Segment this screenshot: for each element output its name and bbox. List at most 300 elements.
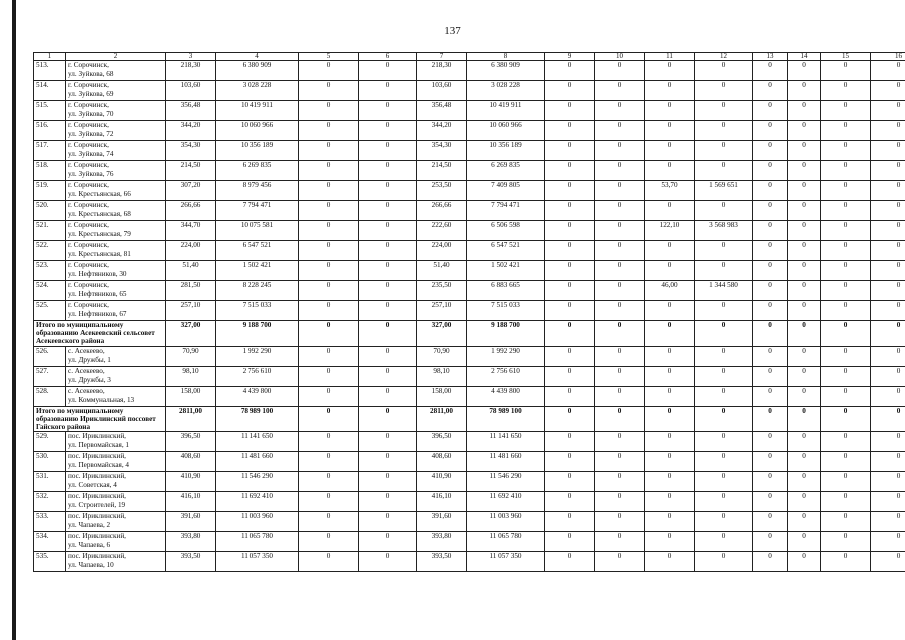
address-cell: [66, 201, 166, 221]
value-cell-col-4: 11 546 290: [216, 472, 299, 492]
address-street: ул. Зуйкова, 70: [68, 110, 114, 118]
address-locality: пос. Ириклинский,: [68, 452, 126, 461]
value-cell-col-10: 0: [595, 121, 645, 141]
value-cell-col-16: 0: [871, 81, 905, 101]
address-locality: г. Сорочинск,: [68, 161, 109, 169]
value-cell-col-10: 0: [595, 81, 645, 101]
subtotal-row: [34, 321, 905, 347]
row-number: 516.: [34, 121, 66, 141]
value-cell-col-16: 0: [871, 281, 905, 301]
value-cell-col-7: 98,10: [417, 366, 467, 386]
value-cell-col-16: 0: [871, 301, 905, 321]
value-cell-col-15: 0: [821, 261, 871, 281]
value-cell-col-14: 0: [788, 492, 821, 512]
address-street: ул. Дружбы, 3: [68, 375, 111, 384]
value-cell-col-11: 0: [645, 241, 695, 261]
value-cell-col-11: 122,10: [645, 221, 695, 241]
value-cell-col-4: 11 481 660: [216, 452, 299, 472]
value-cell-col-4: 4 439 800: [216, 386, 299, 406]
value-cell-col-14: 0: [788, 532, 821, 552]
value-cell-col-6: 0: [359, 221, 417, 241]
address-street: ул. Нефтяников, 30: [68, 270, 127, 278]
value-cell-col-3: 98,10: [166, 366, 216, 386]
value-cell-col-8: 6 380 909: [467, 61, 545, 81]
value-cell-col-12: 0: [695, 432, 753, 452]
value-cell-col-3: 266,66: [166, 201, 216, 221]
address-street: ул. Чапаева, 2: [68, 521, 111, 530]
address-street: ул. Крестьянская, 68: [68, 210, 131, 218]
column-header-13: 13: [753, 53, 788, 61]
value-cell-col-6: 0: [359, 321, 417, 347]
value-cell-col-12: 1 344 580: [695, 281, 753, 301]
address-locality: г. Сорочинск,: [68, 141, 109, 149]
address-locality: г. Сорочинск,: [68, 241, 109, 249]
value-cell-col-4: 8 228 245: [216, 281, 299, 301]
value-cell-col-9: 0: [545, 386, 595, 406]
value-cell-col-14: 0: [788, 386, 821, 406]
value-cell-col-8: 6 506 598: [467, 221, 545, 241]
value-cell-col-9: 0: [545, 181, 595, 201]
address-locality: г. Сорочинск,: [68, 201, 109, 209]
table-row: [34, 532, 905, 552]
value-cell-col-4: 7 515 033: [216, 301, 299, 321]
value-cell-col-4: 11 692 410: [216, 492, 299, 512]
value-cell-col-4: 11 141 650: [216, 432, 299, 452]
value-cell-col-13: 0: [753, 61, 788, 81]
table-row: [34, 512, 905, 532]
address-street: ул. Крестьянская, 81: [68, 250, 131, 258]
table-row: [34, 81, 905, 101]
value-cell-col-8: 3 028 228: [467, 81, 545, 101]
value-cell-col-7: 408,60: [417, 452, 467, 472]
row-number: 534.: [34, 532, 66, 552]
value-cell-col-12: 0: [695, 81, 753, 101]
value-cell-col-8: 10 060 966: [467, 121, 545, 141]
value-cell-col-3: 327,00: [166, 321, 216, 347]
value-cell-col-5: 0: [299, 452, 359, 472]
value-cell-col-15: 0: [821, 321, 871, 347]
address-locality: г. Сорочинск,: [68, 101, 109, 109]
value-cell-col-6: 0: [359, 346, 417, 366]
value-cell-col-15: 0: [821, 141, 871, 161]
address-cell: [66, 181, 166, 201]
value-cell-col-15: 0: [821, 552, 871, 572]
value-cell-col-15: 0: [821, 201, 871, 221]
value-cell-col-6: 0: [359, 472, 417, 492]
value-cell-col-5: 0: [299, 121, 359, 141]
address-cell: [66, 346, 166, 366]
value-cell-col-10: 0: [595, 472, 645, 492]
value-cell-col-9: 0: [545, 532, 595, 552]
value-cell-col-11: 0: [645, 532, 695, 552]
value-cell-col-5: 0: [299, 201, 359, 221]
value-cell-col-12: 0: [695, 512, 753, 532]
value-cell-col-12: 0: [695, 366, 753, 386]
value-cell-col-12: 0: [695, 301, 753, 321]
address-cell: [66, 81, 166, 101]
value-cell-col-11: 0: [645, 61, 695, 81]
value-cell-col-3: 158,00: [166, 386, 216, 406]
column-header-11: 11: [645, 53, 695, 61]
value-cell-col-15: 0: [821, 181, 871, 201]
value-cell-col-5: 0: [299, 101, 359, 121]
value-cell-col-9: 0: [545, 261, 595, 281]
value-cell-col-6: 0: [359, 161, 417, 181]
value-cell-col-3: 410,90: [166, 472, 216, 492]
address-locality: г. Сорочинск,: [68, 261, 109, 269]
value-cell-col-3: 307,20: [166, 181, 216, 201]
value-cell-col-4: 10 060 966: [216, 121, 299, 141]
value-cell-col-14: 0: [788, 406, 821, 432]
address-street: ул. Дружбы, 1: [68, 355, 111, 364]
value-cell-col-14: 0: [788, 452, 821, 472]
value-cell-col-13: 0: [753, 492, 788, 512]
value-cell-col-6: 0: [359, 201, 417, 221]
value-cell-col-6: 0: [359, 512, 417, 532]
address-locality: пос. Ириклинский,: [68, 492, 126, 501]
value-cell-col-9: 0: [545, 346, 595, 366]
table-row: [34, 552, 905, 572]
value-cell-col-16: 0: [871, 532, 905, 552]
address-cell: [66, 261, 166, 281]
row-number: 527.: [34, 366, 66, 386]
value-cell-col-5: 0: [299, 432, 359, 452]
value-cell-col-6: 0: [359, 386, 417, 406]
value-cell-col-11: 46,00: [645, 281, 695, 301]
value-cell-col-6: 0: [359, 406, 417, 432]
value-cell-col-12: 0: [695, 552, 753, 572]
value-cell-col-8: 4 439 800: [467, 386, 545, 406]
address-street: ул. Зуйкова, 72: [68, 130, 114, 138]
value-cell-col-13: 0: [753, 432, 788, 452]
row-number: 521.: [34, 221, 66, 241]
value-cell-col-9: 0: [545, 101, 595, 121]
value-cell-col-11: 0: [645, 301, 695, 321]
address-locality: с. Асекеево,: [68, 386, 105, 395]
address-locality: с. Асекеево,: [68, 366, 105, 375]
value-cell-col-7: 396,50: [417, 432, 467, 452]
value-cell-col-16: 0: [871, 201, 905, 221]
value-cell-col-11: 0: [645, 366, 695, 386]
table-row: [34, 221, 905, 241]
value-cell-col-12: 0: [695, 241, 753, 261]
value-cell-col-13: 0: [753, 552, 788, 572]
table-body: [34, 61, 905, 572]
value-cell-col-4: 10 419 911: [216, 101, 299, 121]
row-number: 513.: [34, 61, 66, 81]
value-cell-col-3: 356,48: [166, 101, 216, 121]
value-cell-col-11: 0: [645, 552, 695, 572]
value-cell-col-14: 0: [788, 301, 821, 321]
column-header-14: 14: [788, 53, 821, 61]
value-cell-col-9: 0: [545, 201, 595, 221]
value-cell-col-11: 0: [645, 141, 695, 161]
table-row: [34, 366, 905, 386]
address-street: ул. Зуйкова, 68: [68, 70, 114, 78]
value-cell-col-16: 0: [871, 406, 905, 432]
value-cell-col-4: 11 065 780: [216, 532, 299, 552]
value-cell-col-11: 0: [645, 432, 695, 452]
value-cell-col-11: 0: [645, 161, 695, 181]
value-cell-col-3: 391,60: [166, 512, 216, 532]
address-street: ул. Советская, 4: [68, 481, 117, 490]
value-cell-col-10: 0: [595, 141, 645, 161]
subtotal-label: Итого по муниципальному образованию Ириклинский поссовет Гайского района: [34, 406, 166, 432]
value-cell-col-10: 0: [595, 432, 645, 452]
value-cell-col-7: 416,10: [417, 492, 467, 512]
value-cell-col-4: 9 188 700: [216, 321, 299, 347]
value-cell-col-14: 0: [788, 261, 821, 281]
column-header-4: 4: [216, 53, 299, 61]
value-cell-col-7: 158,00: [417, 386, 467, 406]
value-cell-col-6: 0: [359, 181, 417, 201]
address-street: ул. Зуйкова, 74: [68, 150, 114, 158]
value-cell-col-12: 0: [695, 201, 753, 221]
value-cell-col-4: 78 989 100: [216, 406, 299, 432]
address-cell: [66, 221, 166, 241]
address-cell: [66, 532, 166, 552]
row-number: 519.: [34, 181, 66, 201]
value-cell-col-10: 0: [595, 406, 645, 432]
value-cell-col-8: 11 481 660: [467, 452, 545, 472]
value-cell-col-16: 0: [871, 386, 905, 406]
value-cell-col-7: 2811,00: [417, 406, 467, 432]
address-cell: [66, 452, 166, 472]
address-locality: г. Сорочинск,: [68, 61, 109, 69]
value-cell-col-13: 0: [753, 472, 788, 492]
table-row: [34, 161, 905, 181]
value-cell-col-9: 0: [545, 301, 595, 321]
value-cell-col-4: 1 502 421: [216, 261, 299, 281]
value-cell-col-14: 0: [788, 366, 821, 386]
value-cell-col-10: 0: [595, 321, 645, 347]
address-street: ул. Первомайская, 1: [68, 441, 130, 450]
address-locality: г. Сорочинск,: [68, 281, 109, 289]
value-cell-col-16: 0: [871, 101, 905, 121]
value-cell-col-6: 0: [359, 552, 417, 572]
value-cell-col-4: 10 356 189: [216, 141, 299, 161]
value-cell-col-4: 6 380 909: [216, 61, 299, 81]
value-cell-col-15: 0: [821, 366, 871, 386]
value-cell-col-5: 0: [299, 321, 359, 347]
value-cell-col-14: 0: [788, 161, 821, 181]
subtotal-label: Итого по муниципальному образованию Асекеевский сельсовет Асекеевского района: [34, 321, 166, 347]
value-cell-col-12: 0: [695, 492, 753, 512]
value-cell-col-13: 0: [753, 452, 788, 472]
row-number: 533.: [34, 512, 66, 532]
value-cell-col-16: 0: [871, 121, 905, 141]
value-cell-col-5: 0: [299, 281, 359, 301]
value-cell-col-11: 0: [645, 406, 695, 432]
value-cell-col-11: 0: [645, 472, 695, 492]
value-cell-col-14: 0: [788, 221, 821, 241]
value-cell-col-13: 0: [753, 512, 788, 532]
table-row: [34, 281, 905, 301]
value-cell-col-5: 0: [299, 552, 359, 572]
page-left-binding-bar: [12, 0, 16, 640]
address-street: ул. Первомайская, 4: [68, 461, 130, 470]
value-cell-col-10: 0: [595, 61, 645, 81]
address-locality: г. Сорочинск,: [68, 81, 109, 89]
address-locality: пос. Ириклинский,: [68, 512, 126, 521]
address-cell: [66, 121, 166, 141]
value-cell-col-13: 0: [753, 406, 788, 432]
value-cell-col-11: 0: [645, 81, 695, 101]
value-cell-col-7: 393,50: [417, 552, 467, 572]
value-cell-col-8: 6 269 835: [467, 161, 545, 181]
column-header-9: 9: [545, 53, 595, 61]
value-cell-col-11: 0: [645, 492, 695, 512]
value-cell-col-11: 0: [645, 452, 695, 472]
value-cell-col-6: 0: [359, 492, 417, 512]
address-cell: [66, 61, 166, 81]
page-number: 137: [444, 25, 461, 37]
value-cell-col-5: 0: [299, 532, 359, 552]
value-cell-col-9: 0: [545, 406, 595, 432]
value-cell-col-13: 0: [753, 321, 788, 347]
table-row: [34, 301, 905, 321]
value-cell-col-11: 0: [645, 201, 695, 221]
value-cell-col-10: 0: [595, 201, 645, 221]
value-cell-col-14: 0: [788, 321, 821, 347]
table-row: [34, 241, 905, 261]
value-cell-col-12: 1 569 651: [695, 181, 753, 201]
table-row: [34, 181, 905, 201]
value-cell-col-16: 0: [871, 61, 905, 81]
value-cell-col-10: 0: [595, 552, 645, 572]
address-locality: пос. Ириклинский,: [68, 472, 126, 481]
value-cell-col-16: 0: [871, 261, 905, 281]
value-cell-col-3: 344,70: [166, 221, 216, 241]
table-row: [34, 101, 905, 121]
row-number: 518.: [34, 161, 66, 181]
value-cell-col-3: 354,30: [166, 141, 216, 161]
value-cell-col-14: 0: [788, 432, 821, 452]
address-cell: [66, 241, 166, 261]
value-cell-col-7: 235,50: [417, 281, 467, 301]
value-cell-col-7: 327,00: [417, 321, 467, 347]
value-cell-col-4: 10 075 581: [216, 221, 299, 241]
value-cell-col-9: 0: [545, 81, 595, 101]
value-cell-col-5: 0: [299, 472, 359, 492]
value-cell-col-13: 0: [753, 281, 788, 301]
value-cell-col-15: 0: [821, 301, 871, 321]
value-cell-col-4: 2 756 610: [216, 366, 299, 386]
address-locality: г. Сорочинск,: [68, 181, 109, 189]
value-cell-col-3: 344,20: [166, 121, 216, 141]
value-cell-col-8: 11 003 960: [467, 512, 545, 532]
value-cell-col-3: 416,10: [166, 492, 216, 512]
row-number: 532.: [34, 492, 66, 512]
value-cell-col-15: 0: [821, 241, 871, 261]
value-cell-col-6: 0: [359, 281, 417, 301]
address-street: ул. Зуйкова, 76: [68, 170, 114, 178]
value-cell-col-16: 0: [871, 141, 905, 161]
value-cell-col-3: 396,50: [166, 432, 216, 452]
address-cell: [66, 492, 166, 512]
value-cell-col-7: 214,50: [417, 161, 467, 181]
value-cell-col-9: 0: [545, 121, 595, 141]
address-locality: г. Сорочинск,: [68, 121, 109, 129]
value-cell-col-9: 0: [545, 552, 595, 572]
value-cell-col-8: 11 692 410: [467, 492, 545, 512]
row-number: 535.: [34, 552, 66, 572]
value-cell-col-8: 10 356 189: [467, 141, 545, 161]
value-cell-col-6: 0: [359, 101, 417, 121]
column-header-2: 2: [66, 53, 166, 61]
value-cell-col-3: 214,50: [166, 161, 216, 181]
address-street: ул. Коммунальная, 13: [68, 395, 135, 404]
value-cell-col-3: 103,60: [166, 81, 216, 101]
value-cell-col-14: 0: [788, 61, 821, 81]
value-cell-col-8: 7 409 805: [467, 181, 545, 201]
table-row: [34, 61, 905, 81]
value-cell-col-6: 0: [359, 301, 417, 321]
value-cell-col-5: 0: [299, 61, 359, 81]
housing-stock-table: [33, 52, 905, 572]
row-number: 523.: [34, 261, 66, 281]
value-cell-col-5: 0: [299, 181, 359, 201]
value-cell-col-6: 0: [359, 241, 417, 261]
column-header-15: 15: [821, 53, 871, 61]
table-row: [34, 201, 905, 221]
value-cell-col-9: 0: [545, 432, 595, 452]
value-cell-col-16: 0: [871, 472, 905, 492]
value-cell-col-7: 224,00: [417, 241, 467, 261]
value-cell-col-12: 0: [695, 261, 753, 281]
value-cell-col-11: 53,70: [645, 181, 695, 201]
table-row: [34, 452, 905, 472]
value-cell-col-13: 0: [753, 261, 788, 281]
value-cell-col-5: 0: [299, 221, 359, 241]
value-cell-col-14: 0: [788, 81, 821, 101]
address-street: ул. Крестьянская, 79: [68, 230, 131, 238]
address-cell: [66, 301, 166, 321]
value-cell-col-5: 0: [299, 492, 359, 512]
column-header-6: 6: [359, 53, 417, 61]
value-cell-col-8: 7 794 471: [467, 201, 545, 221]
value-cell-col-12: 0: [695, 141, 753, 161]
row-number: 524.: [34, 281, 66, 301]
value-cell-col-16: 0: [871, 321, 905, 347]
value-cell-col-8: 11 546 290: [467, 472, 545, 492]
value-cell-col-8: 1 502 421: [467, 261, 545, 281]
address-street: ул. Зуйкова, 69: [68, 90, 114, 98]
value-cell-col-14: 0: [788, 101, 821, 121]
value-cell-col-6: 0: [359, 121, 417, 141]
value-cell-col-12: 0: [695, 386, 753, 406]
value-cell-col-16: 0: [871, 346, 905, 366]
value-cell-col-6: 0: [359, 261, 417, 281]
value-cell-col-8: 78 989 100: [467, 406, 545, 432]
value-cell-col-3: 70,90: [166, 346, 216, 366]
value-cell-col-4: 8 979 456: [216, 181, 299, 201]
value-cell-col-7: 218,30: [417, 61, 467, 81]
value-cell-col-13: 0: [753, 532, 788, 552]
value-cell-col-5: 0: [299, 366, 359, 386]
row-number: 530.: [34, 452, 66, 472]
value-cell-col-7: 51,40: [417, 261, 467, 281]
row-number: 520.: [34, 201, 66, 221]
value-cell-col-12: 3 568 983: [695, 221, 753, 241]
value-cell-col-10: 0: [595, 492, 645, 512]
column-header-8: 8: [467, 53, 545, 61]
address-cell: [66, 512, 166, 532]
value-cell-col-15: 0: [821, 492, 871, 512]
value-cell-col-11: 0: [645, 386, 695, 406]
value-cell-col-12: 0: [695, 161, 753, 181]
address-locality: пос. Ириклинский,: [68, 552, 126, 561]
